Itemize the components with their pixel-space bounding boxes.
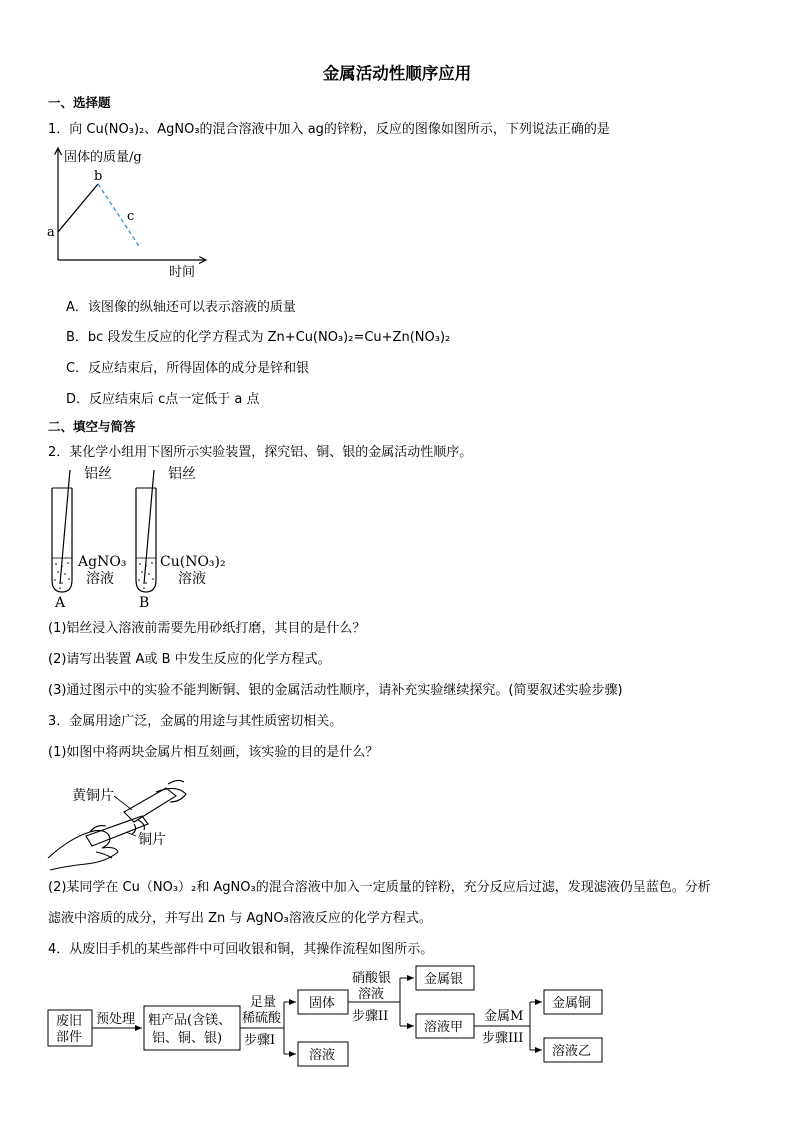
step1-label: 步骤I (244, 1033, 276, 1048)
section-heading-choice: 一、选择题 (48, 95, 111, 110)
brass-sheet (124, 788, 176, 822)
section-heading-fill: 二、填空与简答 (48, 419, 136, 434)
recovery-flowchart (44, 962, 604, 1072)
point-a-label: a (47, 225, 55, 240)
question-4-stem: 4．从废旧手机的某些部件中可回收银和铜，其操作流程如图所示。 (48, 942, 434, 957)
solution-jia-label: 溶液甲 (424, 1020, 464, 1035)
point-b-label: b (94, 169, 103, 184)
question-3-stem: 3．金属用途广泛，金属的用途与其性质密切相关。 (48, 714, 343, 729)
wire-b-label: 铝丝 (168, 466, 196, 482)
crude-label-1: 粗产品(含镁、 (148, 1013, 232, 1028)
question-2-stem: 2．某化学小组用下图所示实验装置，探究铝、铜、银的金属活动性顺序。 (48, 445, 473, 460)
copper-label: 金属铜 (552, 996, 592, 1011)
y-axis-label: 固体的质量/g (64, 150, 142, 165)
mass-time-graph (44, 142, 214, 284)
question-2-sub-3: (3)通过图示中的实验不能判断铜、银的金属活动性顺序，请补充实验继续探究。(简要叙述实验步骤) (48, 683, 623, 698)
option-d: D．反应结束后 c点一定低于 a 点 (66, 392, 260, 407)
x-axis-label: 时间 (169, 265, 196, 280)
question-3-sub-2-line-2: 滤液中溶质的成分，并写出 Zn 与 AgNO₃溶液反应的化学方程式。 (48, 911, 432, 926)
solution-label: 溶液 (309, 1048, 336, 1063)
tube-b (136, 470, 156, 592)
aluminum-wire-a (60, 470, 70, 584)
waste-label-1: 废旧 (56, 1014, 83, 1029)
segment-ab (58, 184, 98, 232)
waste-label-2: 部件 (56, 1030, 83, 1045)
question-3-sub-2-line-1: (2)某同学在 Cu（NO₃）₂和 AgNO₃的混合溶液中加入一定质量的锌粉，充分反应后过滤，发现滤液仍呈蓝色。分析 (48, 880, 711, 895)
solution-yi-label: 溶液乙 (552, 1044, 592, 1059)
question-3-sub-1: (1)如图中将两块金属片相互刻画，该实验的目的是什么？ (48, 745, 379, 760)
reagent1-line2: 稀硫酸 (242, 1011, 282, 1026)
reagent1-line1: 足量 (250, 995, 277, 1010)
point-c-label: c (127, 209, 135, 224)
solution-a-word: 溶液 (86, 571, 114, 587)
reagent3-label: 金属M (484, 1009, 524, 1024)
crude-label-2: 铝、铜、银) (152, 1031, 223, 1046)
step3-label: 步骤III (482, 1031, 524, 1046)
solution-b-formula: Cu(NO₃)₂ (160, 554, 226, 570)
tube-a-label: A (55, 595, 66, 611)
step2-label: 步骤II (352, 1009, 389, 1024)
tube-b-label: B (139, 595, 150, 611)
wire-a-label: 铝丝 (84, 466, 112, 482)
tube-a (52, 470, 72, 592)
reagent2-line2: 溶液 (358, 987, 385, 1002)
question-2-sub-2: (2)请写出装置 A或 B 中发生反应的化学方程式。 (48, 652, 331, 667)
option-b: B．bc 段发生反应的化学方程式为 Zn+Cu(NO₃)₂=Cu+Zn(NO₃)₂ (66, 330, 451, 345)
scratch-test-figure (46, 772, 196, 872)
solid-label: 固体 (309, 996, 336, 1011)
page-title: 金属活动性顺序应用 (322, 64, 472, 83)
test-tube-figure (40, 462, 240, 612)
question-1-stem: 1．向 Cu(NO₃)₂、AgNO₃的混合溶液中加入 ag的锌粉，反应的图像如图所示，下列说法正确的是 (48, 122, 610, 137)
brass-label: 黄铜片 (72, 788, 114, 804)
option-c: C．反应结束后，所得固体的成分是锌和银 (66, 361, 310, 376)
question-2-sub-1: (1)铝丝浸入溶液前需要先用砂纸打磨，其目的是什么？ (48, 621, 366, 636)
silver-label: 金属银 (424, 972, 464, 987)
solution-b-word: 溶液 (178, 571, 206, 587)
pretreat-label: 预处理 (96, 1012, 136, 1027)
solution-a-formula: AgNO₃ (78, 554, 127, 570)
reagent2-line1: 硝酸银 (352, 971, 392, 986)
copper-label: 铜片 (138, 832, 166, 848)
aluminum-wire-b (144, 470, 154, 584)
option-a: A．该图像的纵轴还可以表示溶液的质量 (66, 300, 296, 315)
